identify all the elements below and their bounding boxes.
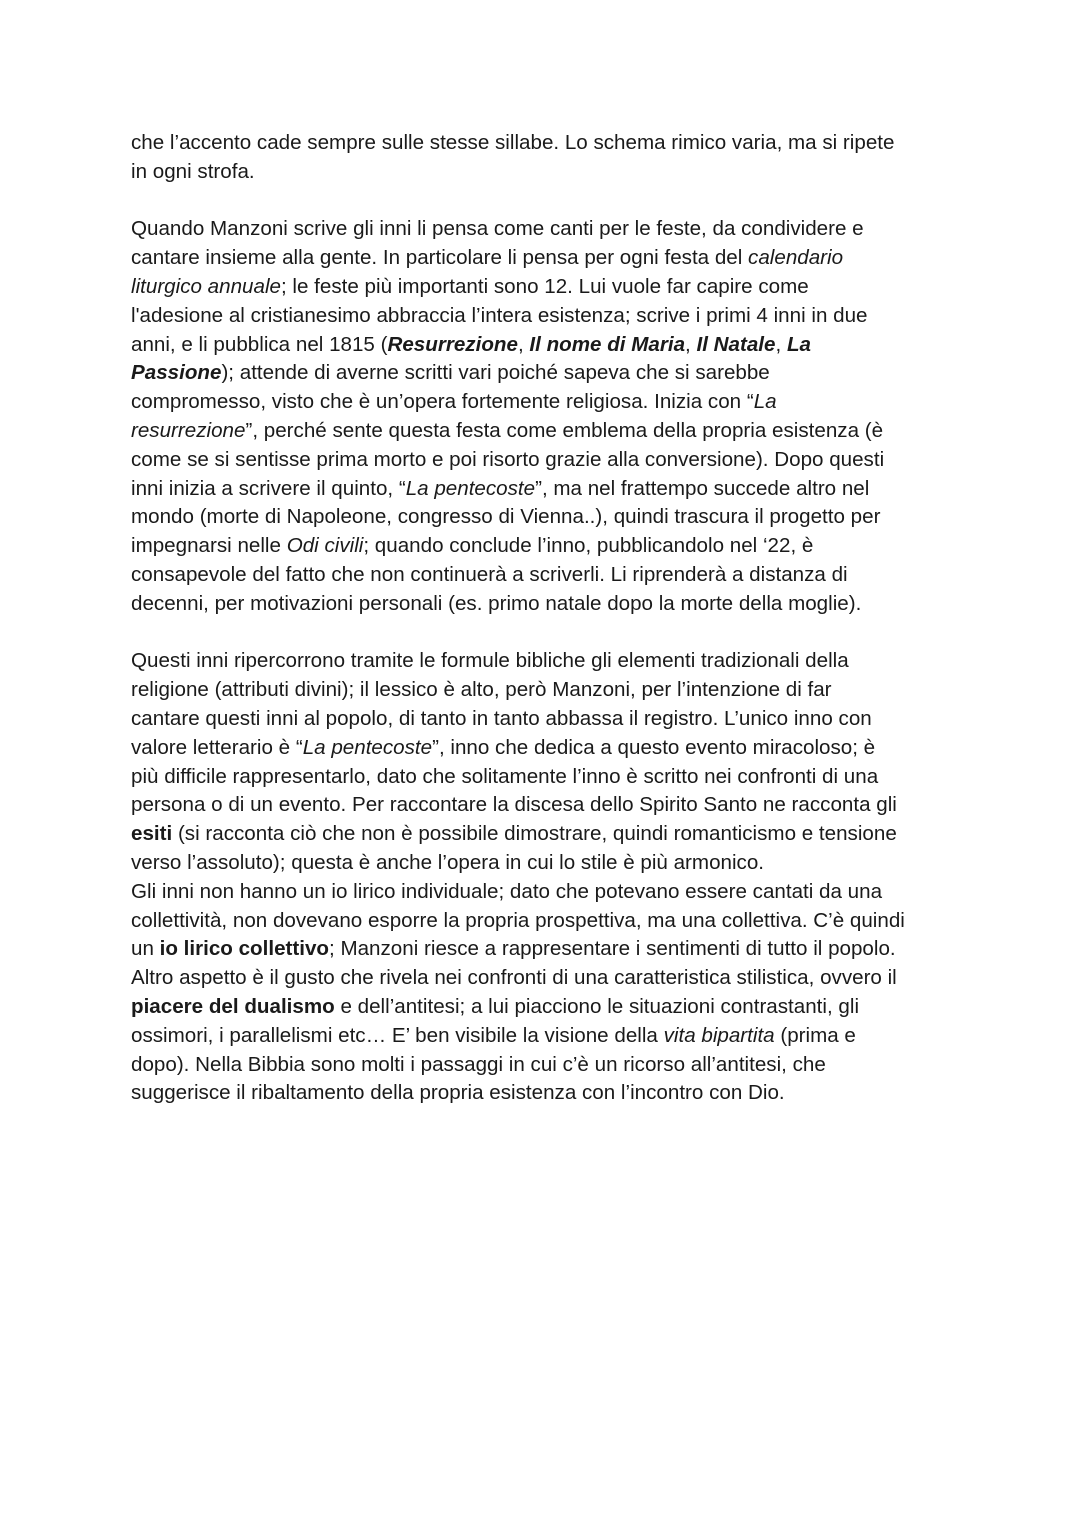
text-run: , [517,332,530,356]
italic-term: La pentecoste [405,476,536,500]
text-line [131,388,961,417]
italic-term: calendario [748,246,844,270]
hymn-title: Il nome di Maria [529,332,686,356]
text-line: l'adesione al cristianesimo abbraccia l’intera esistenza; scrive i primi 4 inni in due [131,303,868,327]
text-run: (si racconta ciò che non è possibile dimostrare, quindi romanticismo e tensione [172,822,897,846]
text-run: (prima e [774,1023,856,1047]
text-line: decenni, per motivazioni personali (es. primo natale dopo la morte della moglie). [131,591,862,615]
hymn-title: Passione [131,361,222,385]
hymn-title: Resurrezione [387,332,518,356]
text-line: in ogni strofa. [131,159,255,183]
text-run: impegnarsi nelle [131,534,287,558]
text-run: ”, inno che dedica a questo evento miracoloso; è [432,735,876,759]
text-run: ”, perché sente questa festa come emblema della propria esistenza (è [245,418,884,442]
text-line [131,993,961,1022]
text-run: ; le feste più importanti sono 12. Lui vuole far capire come [280,274,809,298]
text-line [131,935,961,964]
text-line: religione (attributi divini); il lessico è alto, però Manzoni, per l’intenzione di far [131,678,832,702]
italic-term: La pentecoste [302,735,433,759]
text-line: mondo (morte di Napoleone, congresso di Vienna..), quindi trascura il progetto per [131,505,881,529]
italic-term: Odi civili [286,534,364,558]
text-line: suggerisce il ribaltamento della propria esistenza con l’incontro con Dio. [131,1081,785,1105]
hymn-title: Il Natale [696,332,776,356]
text-line: Gli inni non hanno un io lirico individuale; dato che potevano essere cantati da una [131,879,883,903]
text-line [131,331,961,360]
text-line: collettività, non dovevano esporre la propria prospettiva, ma una collettiva. C’è quindi [131,908,905,932]
text-line [131,1022,961,1051]
paragraph-1 [131,129,961,187]
text-line [131,273,961,302]
document-page [131,129,961,1108]
text-run: cantare insieme alla gente. In particolare li pensa per ogni festa del [131,246,749,270]
text-line: come se si sentisse prima morto e poi risorto grazie alla conversione). Dopo questi [131,447,885,471]
text-run: , [775,332,787,356]
text-line [131,734,961,763]
text-line: cantare questi inni al popolo, di tanto in tanto abbassa il registro. L’unico inno con [131,706,872,730]
text-line: che l’accento cade sempre sulle stesse sillabe. Lo schema rimico varia, ma si ripete [131,131,895,154]
text-line: Questi inni ripercorrono tramite le formule bibliche gli elementi tradizionali della [131,649,849,673]
text-run: ossimori, i parallelismi etc… E’ ben visibile la visione della [131,1023,664,1047]
text-line: verso l’assoluto); questa è anche l’opera in cui lo stile è più armonico. [131,850,765,874]
text-run: valore letterario è “ [131,735,303,759]
text-run: anni, e li pubblica nel 1815 ( [131,332,388,356]
hymn-title: La [786,332,811,356]
bold-term: io lirico collettivo [159,937,329,961]
bold-term: esiti [131,822,173,846]
italic-term: vita bipartita [663,1023,775,1047]
text-run: ; quando conclude l’inno, pubblicandolo nel ‘22, è [363,534,814,558]
paragraph-spacer [131,619,961,648]
bold-term: piacere del dualismo [131,994,335,1018]
text-line: persona o di un evento. Per raccontare la discesa dello Spirito Santo ne racconta gli [131,793,897,817]
paragraph-2 [131,215,961,618]
text-line [131,244,961,273]
text-run: , [685,332,697,356]
text-run: inni inizia a scrivere il quinto, “ [131,476,406,500]
text-run: compromesso, visto che è un’opera fortemente religiosa. Inizia con “ [131,390,754,414]
italic-term: liturgico annuale [131,274,281,298]
text-line: più difficile rappresentarlo, dato che solitamente l’inno è scritto nei confronti di una [131,764,879,788]
text-line [131,359,961,388]
text-run: un [131,937,160,961]
text-run: ); attende di averne scritti vari poiché sapeva che si sarebbe [221,361,770,385]
text-run: ; Manzoni riesce a rappresentare i sentimenti di tutto il popolo. [329,937,896,961]
text-line [131,820,961,849]
paragraph-spacer [131,187,961,216]
text-line: consapevole del fatto che non continuerà a scriverli. Li riprenderà a distanza di [131,562,848,586]
text-line [131,532,961,561]
text-run: e dell’antitesi; a lui piacciono le situazioni contrastanti, gli [334,994,860,1018]
text-line: Altro aspetto è il gusto che rivela nei confronti di una caratteristica stilistica, ovvero il [131,966,897,990]
italic-term: resurrezione [131,418,246,442]
italic-term: La [753,390,777,414]
paragraph-3 [131,647,961,1108]
text-line: Quando Manzoni scrive gli inni li pensa come canti per le feste, da condividere e [131,217,864,241]
text-line: dopo). Nella Bibbia sono molti i passaggi in cui c’è un ricorso all’antitesi, che [131,1052,826,1076]
text-line [131,475,961,504]
text-line [131,417,961,446]
text-run: ”, ma nel frattempo succede altro nel [535,476,870,500]
